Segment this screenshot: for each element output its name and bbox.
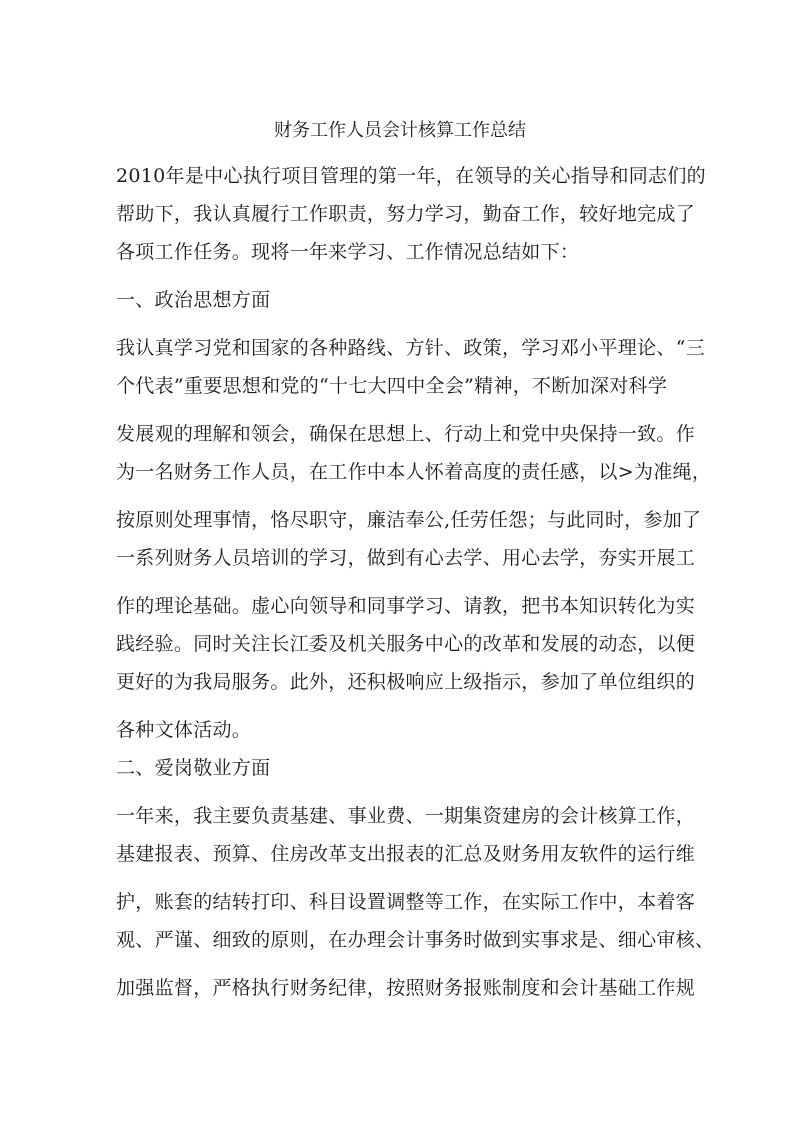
text-line: 为一名财务工作人员，在工作中本人怀着高度的责任感，以>为准绳， [116, 461, 712, 483]
text-line: 帮助下，我认真履行工作职责，努力学习，勤奋工作，较好地完成了 [116, 203, 696, 225]
text-line: 基建报表、预算、住房改革支出报表的汇总及财务用友软件的运行维 [116, 843, 696, 865]
text-line: 护，账套的结转打印、科目设置调整等工作，在实际工作中，本着客 [116, 891, 696, 913]
text-line: 观、严谨、细致的原则，在办理会计事务时做到实事求是、细心审核、 [116, 929, 715, 951]
text-line: 个代表”重要思想和党的“十七大四中全会”精神，不断加深对科学 [116, 375, 668, 397]
text-line: 践经验。同时关注长江委及机关服务中心的改革和发展的动态，以便 [116, 633, 696, 655]
text-line: 发展观的理解和领会，确保在思想上、行动上和党中央保持一致。作 [116, 423, 696, 445]
text-line: 作的理论基础。虚心向领导和同事学习、请教，把书本知识转化为实 [116, 595, 696, 617]
document-title: 财务工作人员会计核算工作总结 [274, 120, 526, 141]
text-line: 2010年是中心执行项目管理的第一年，在领导的关心指导和同志们的 [116, 165, 706, 187]
text-line: 各种文体活动。 [116, 719, 252, 741]
section-heading: 二、爱岗敬业方面 [116, 757, 271, 779]
text-line: 我认真学习党和国家的各种路线、方针、政策，学习邓小平理论、“三 [116, 337, 706, 359]
section-heading: 一、政治思想方面 [116, 289, 271, 311]
text-line: 各项工作任务。现将一年来学习、工作情况总结如下： [116, 241, 580, 263]
text-line: 一系列财务人员培训的学习，做到有心去学、用心去学，夯实开展工 [116, 547, 696, 569]
text-line: 按原则处理事情，恪尽职守，廉洁奉公,任劳任怨；与此同时，参加了 [116, 509, 702, 531]
text-line: 更好的为我局服务。此外，还积极响应上级指示，参加了单位组织的 [116, 671, 696, 693]
text-line: 加强监督，严格执行财务纪律，按照财务报账制度和会计基础工作规 [116, 977, 696, 999]
text-line: 一年来，我主要负责基建、事业费、一期集资建房的会计核算工作， [116, 805, 696, 827]
